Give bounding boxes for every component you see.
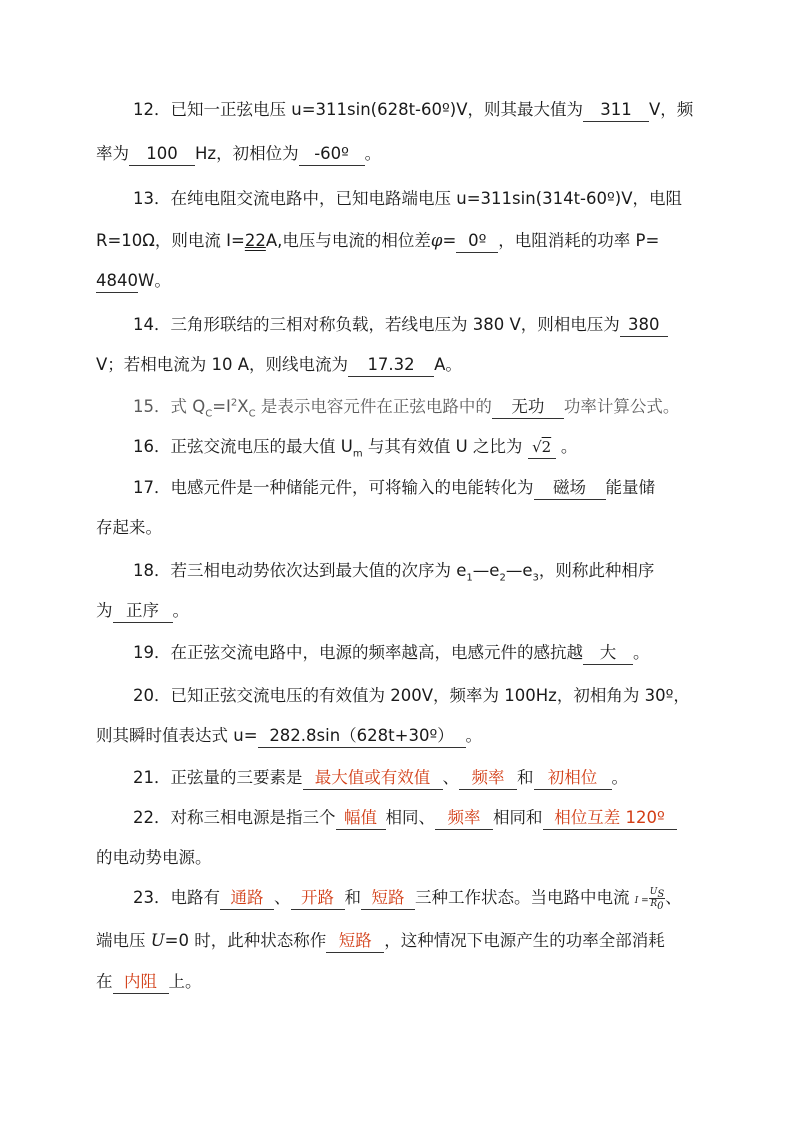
answer-blank: 380: [620, 314, 668, 337]
q12-line-2: 率为 100 Hz，初相位为 -60º 。: [96, 142, 793, 166]
answer-blank: 开路: [291, 887, 345, 910]
q13-line-3: 4840W。: [96, 269, 793, 293]
q17-line-1: 17．电感元件是一种储能元件，可将输入的电能转化为 磁场 能量储: [133, 476, 793, 500]
answer-blank: 内阻: [113, 971, 169, 994]
answer-blank: 4840: [96, 270, 138, 293]
answer-blank: 通路: [220, 887, 274, 910]
answer-blank: 最大值或有效值: [303, 767, 443, 790]
q19-line-1: 19．在正弦交流电路中，电源的频率越高，电感元件的感抗越 大 。: [133, 641, 793, 665]
q18-line-2: 为 正序 。: [96, 599, 793, 623]
q12-line-1: 12．已知一正弦电压 u=311sin(628t-60º)V，则其最大值为 311 V，频: [133, 98, 793, 122]
answer-blank: 相位互差 120º: [543, 807, 677, 830]
q17-line-2: 存起来。: [96, 518, 162, 537]
answer-blank: 频率: [459, 767, 517, 790]
answer-blank: 大: [583, 642, 633, 665]
answer-blank: 311: [583, 99, 649, 122]
sqrt2-answer: √2: [528, 436, 556, 459]
answer-blank: 100: [129, 143, 195, 166]
q14-line-2: V；若相电流为 10 A，则线电流为 17.32 A。: [96, 353, 793, 377]
q18-line-1: 18．若三相电动势依次达到最大值的次序为 $e_1—e_2—e_3$，则称此种相序: [133, 561, 655, 584]
q13-line-1: 13．在纯电阻交流电路中，已知电路端电压 u=311sin(314t-60º)V，电阻: [133, 189, 683, 208]
answer-blank: -60º: [299, 143, 365, 166]
answer-blank: 17.32: [348, 354, 434, 377]
answer-blank: 正序: [113, 600, 173, 623]
answer-blank: 磁场: [534, 477, 606, 500]
q14-line-1: 14．三角形联结的三相对称负载，若线电压为 380 V，则相电压为 380: [133, 313, 793, 337]
q23-line-3: 在 内阻 上。: [96, 970, 793, 994]
answer-blank: 初相位: [534, 767, 612, 790]
q20-line-2: 则其瞬时值表达式 u= 282.8sin（628t+30º） 。: [96, 724, 793, 748]
answer-blank: 282.8sin（628t+30º）: [258, 725, 466, 748]
q20-line-1: 20．已知正弦交流电压的有效值为 200V，频率为 100Hz，初相角为 30º，: [133, 686, 690, 705]
q16-line-1: 16．正弦交流电压的最大值 $U_m$ 与其有效值 U 之比为 √2 。: [133, 437, 578, 460]
q15-line-1: 15．式 $Q_C=I^2X_C$ 是表示电容元件在正弦电路中的 无功 功率计算公式。: [133, 397, 680, 420]
q22-line-1: 22．对称三相电源是指三个 幅值 相同、 频率 相同和 相位互差 120º: [133, 806, 793, 830]
answer-blank: 无功: [492, 396, 564, 419]
phi-symbol: φ: [430, 231, 443, 250]
answer-blank: 短路: [326, 930, 384, 953]
answer-blank: 频率: [435, 807, 493, 830]
q13-line-2: R=10Ω，则电流 I=22A,电压与电流的相位差φ= 0º ，电阻消耗的功率 P=: [96, 229, 793, 253]
answer-blank: 幅值: [336, 807, 386, 830]
q21-line-1: 21．正弦量的三要素是 最大值或有效值 、 频率 和 初相位 。: [133, 766, 793, 790]
q22-line-2: 的电动势电源。: [96, 848, 212, 867]
answer-current: 22: [244, 231, 266, 250]
q23-line-2: 端电压 U=0 时，此种状态称作 短路 ，这种情况下电源产生的功率全部消耗: [96, 929, 793, 953]
answer-blank: 0º: [456, 230, 498, 253]
q23-line-1: 23．电路有 通路 、 开路 和 短路 三种工作状态。当电路中电流 I = $\frac{U_S}{R_0}$ 、: [133, 887, 682, 912]
current-fraction: $\frac{U_S}{R_0}$: [649, 887, 665, 912]
answer-blank: 短路: [361, 887, 415, 910]
